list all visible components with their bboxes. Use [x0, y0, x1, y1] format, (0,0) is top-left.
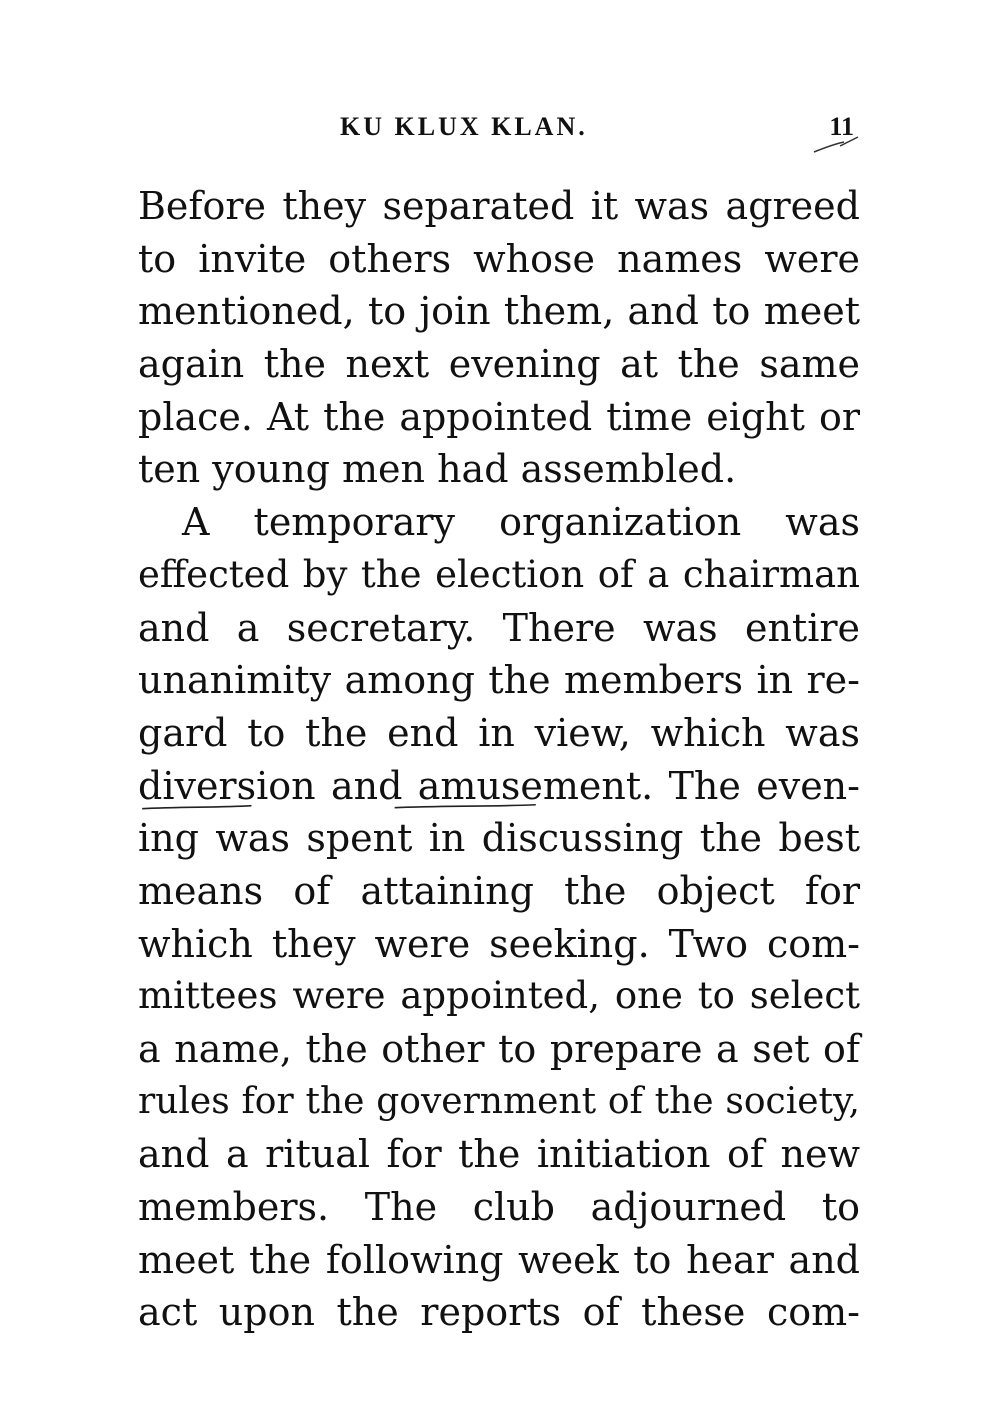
text-line: again the next evening at the same	[138, 342, 860, 387]
text-line: place. At the appointed time eight or	[138, 394, 860, 439]
text-line: to invite others whose names were	[138, 236, 860, 281]
text-line: gard to the end in view, which was	[138, 710, 860, 755]
text-line: members. The club adjourned to	[138, 1185, 860, 1230]
text-line: and a ritual for the initiation of new	[138, 1132, 860, 1177]
running-title: KU KLUX KLAN.	[340, 112, 588, 141]
paragraph-start-line: A temporary organization was	[182, 500, 860, 545]
text-line: effected by the election of a chairman	[138, 552, 860, 596]
text-line-underlined	[138, 760, 860, 813]
text-line: means of attaining the object for	[138, 868, 860, 913]
text-line: a name, the other to prepare a set of	[138, 1027, 860, 1071]
text-line: unanimity among the members in re-	[138, 658, 860, 703]
body-text	[138, 180, 860, 1339]
running-head	[140, 112, 862, 152]
text-line: and a secretary. There was entire	[138, 605, 860, 650]
text-line: mittees were appointed, one to select	[138, 974, 860, 1018]
text-line: meet the following week to hear and	[138, 1237, 860, 1282]
text-line-content: diversion and amusement. The even-	[138, 763, 860, 808]
text-line: ing was spent in discussing the best	[138, 816, 860, 861]
text-line: Before they separated it was agreed	[138, 184, 860, 228]
text-line: rules for the government of the society,	[138, 1080, 860, 1122]
text-line: which they were seeking. Two com-	[138, 921, 860, 966]
page-number: 11	[829, 112, 854, 141]
pencil-mark-icon	[810, 134, 860, 156]
text-line: mentioned, to join them, and to meet	[138, 289, 860, 334]
text-line: act upon the reports of these com-	[138, 1290, 860, 1335]
text-line: ten young men had assembled.	[138, 447, 737, 492]
